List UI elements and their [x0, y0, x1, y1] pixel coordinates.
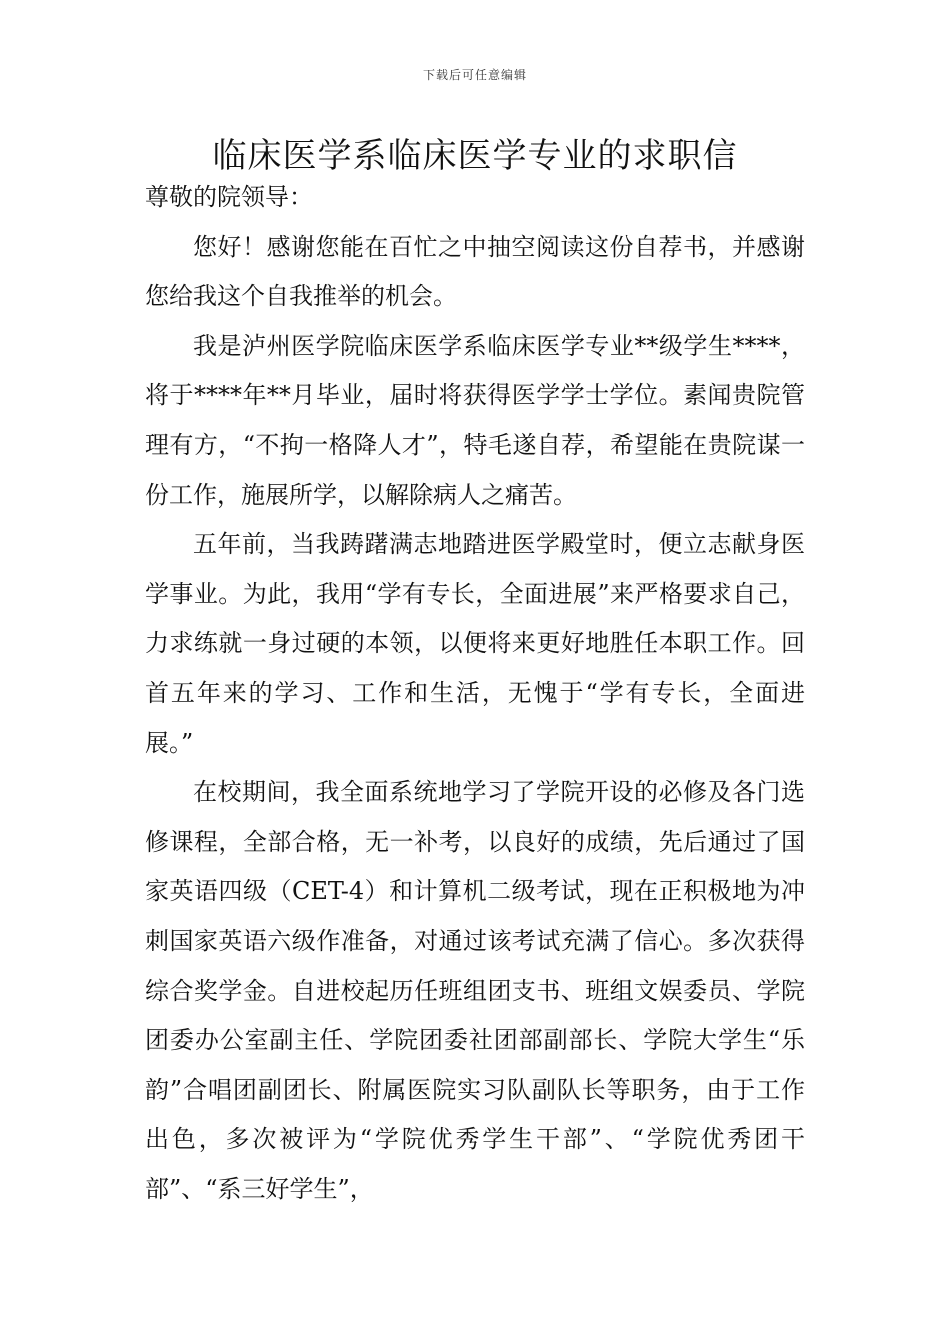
paragraph-introduction: 我是泸州医学院临床医学系临床医学专业**级学生****，将于****年**月毕业，届时将获得医学学士学位。素闻贵院管理有方，“不拘一格降人才”，特毛遂自荐，希望能在贵院谋一份工作，施展所学，以解除病人之痛苦。	[145, 331, 805, 509]
salutation: 尊敬的院领导：	[145, 183, 313, 211]
document-title: 临床医学系临床医学专业的求职信	[212, 136, 738, 176]
header-note: 下载后可任意编辑	[422, 68, 527, 82]
paragraph-achievements: 在校期间，我全面系统地学习了学院开设的必修及各门选修课程，全部合格，无一补考，以良好的成绩，先后通过了国家英语四级（CET-4）和计算机二级考试，现在正积极地为冲刺国家英语六级作准备，对通过该考试充满了信心。多次获得综合奖学金。自进校起历任班组团支书、班组文娱委员、学院团委办公室副主任、学院团委社团部副部长、学院大学生“乐韵”合唱团副团长、附属医院实习队副队长等职务，由于工作出色，多次被评为“学院优秀学生干部”、“学院优秀团干部”、“系三好学生”，	[145, 778, 805, 1203]
paragraph-motivation: 五年前，当我踌躇满志地踏进医学殿堂时，便立志献身医学事业。为此，我用“学有专长，全面进展”来严格要求自己，力求练就一身过硬的本领，以便将来更好地胜任本职工作。回首五年来的学习、工作和生活，无愧于“学有专长，全面进展。”	[145, 530, 805, 757]
paragraph-greeting: 您好！感谢您能在百忙之中抽空阅读这份自荐书，并感谢您给我这个自我推举的机会。	[145, 232, 805, 311]
letter-body	[145, 173, 805, 1214]
